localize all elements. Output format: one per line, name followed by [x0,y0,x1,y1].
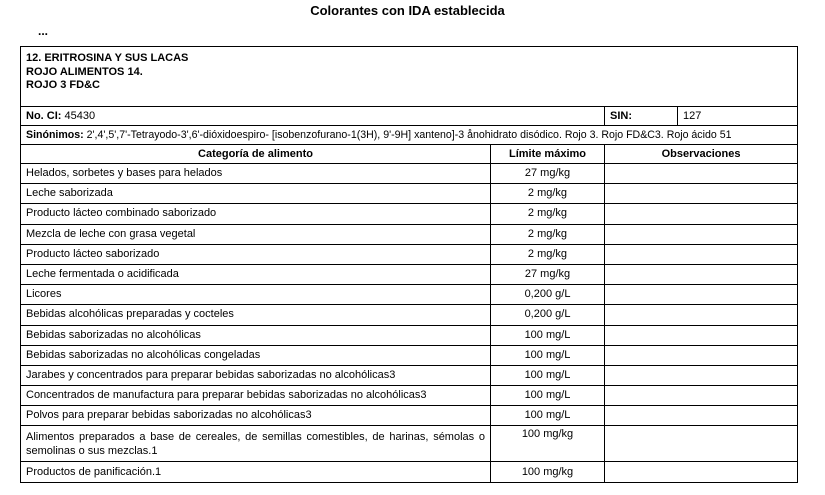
observations-cell [605,325,798,345]
observations-cell [605,426,798,462]
table-row [21,244,798,264]
food-category-cell: Licores [21,285,491,305]
max-limit-cell: 100 mg/L [491,406,605,426]
max-limit-cell: 2 mg/kg [491,204,605,224]
observations-cell [605,164,798,184]
table-row [21,184,798,204]
food-category-cell: Productos de panificación.1 [21,462,491,482]
max-limit-cell: 27 mg/kg [491,164,605,184]
food-category-cell: Bebidas saborizadas no alcohólicas congeladas [21,345,491,365]
table-row [21,305,798,325]
observations-cell [605,386,798,406]
observations-cell [605,462,798,482]
additive-name-row [21,47,798,107]
max-limit-cell: 100 mg/L [491,365,605,385]
additive-name-line: ROJO 3 FD&C [26,79,100,91]
ci-value: 45430 [64,109,96,122]
max-limit-cell: 2 mg/kg [491,224,605,244]
observations-cell [605,365,798,385]
observations-cell [605,406,798,426]
table-row [21,264,798,284]
max-limit-cell: 27 mg/kg [491,264,605,284]
food-category-cell: Bebidas saborizadas no alcohólicas [21,325,491,345]
max-limit-cell: 2 mg/kg [491,244,605,264]
observations-cell [605,184,798,204]
table-row [21,204,798,224]
observations-cell [605,244,798,264]
food-category-cell: Polvos para preparar bebidas saborizadas no alcohólicas3 [21,406,491,426]
table-row [21,365,798,385]
column-header-row [21,145,798,164]
observations-cell [605,264,798,284]
max-limit-cell: 0,200 g/L [491,285,605,305]
table-row [21,164,798,184]
observations-cell [605,285,798,305]
table-row [21,224,798,244]
table-row [21,285,798,305]
observations-cell [605,305,798,325]
max-limit-cell: 100 mg/kg [491,462,605,482]
ellipsis-marker: ... [38,24,49,38]
ci-cell [21,107,605,126]
document-title: Colorantes con IDA establecida [310,3,505,18]
column-header-observations: Observaciones [605,145,798,164]
additive-name-line: 12. ERITROSINA Y SUS LACAS [26,52,189,64]
additive-name-line: ROJO ALIMENTOS 14. [26,65,143,78]
column-header-limit: Límite máximo [491,145,605,164]
table-row [21,426,798,462]
synonyms-row [21,126,798,145]
sin-value: 127 [678,107,798,126]
additive-name-cell [21,47,798,107]
max-limit-cell: 0,200 g/L [491,305,605,325]
observations-cell [605,345,798,365]
food-category-cell: Leche saborizada [21,184,491,204]
column-header-category: Categoría de alimento [21,145,491,164]
max-limit-cell: 100 mg/kg [491,426,605,462]
ci-row [21,107,798,126]
food-category-cell: Jarabes y concentrados para preparar bebidas saborizadas no alcohólicas3 [21,365,491,385]
food-category-cell: Bebidas alcohólicas preparadas y cocteles [21,305,491,325]
table-row [21,325,798,345]
food-category-cell: Concentrados de manufactura para preparar bebidas saborizadas no alcohólicas3 [21,386,491,406]
synonyms-value: 2',4',5',7'-Tetrayodo-3',6'-dióxidoespiro- [isobenzofurano-1(3H), 9'-9H] xanteno]-3 ånohidrato disódico. Rojo 3. Rojo FD&C3. Rojo ácido 51 [86,128,732,141]
max-limit-cell: 2 mg/kg [491,184,605,204]
max-limit-cell: 100 mg/L [491,325,605,345]
food-category-cell: Alimentos preparados a base de cereales, de semillas comestibles, de harinas, sémolas o semolinas o sus mezclas.1 [21,426,491,462]
food-category-cell: Producto lácteo saborizado [21,244,491,264]
additive-table [20,46,798,483]
food-category-cell: Producto lácteo combinado saborizado [21,204,491,224]
synonyms-cell [21,126,798,145]
food-category-cell: Mezcla de leche con grasa vegetal [21,224,491,244]
ci-label: No. CI: [26,109,62,122]
max-limit-cell: 100 mg/L [491,386,605,406]
food-category-cell: Helados, sorbetes y bases para helados [21,164,491,184]
table-row [21,406,798,426]
table-row [21,462,798,482]
observations-cell [605,224,798,244]
observations-cell [605,204,798,224]
table-row [21,345,798,365]
table-row [21,386,798,406]
food-category-cell: Leche fermentada o acidificada [21,264,491,284]
synonyms-label: Sinónimos: [26,128,84,141]
sin-label: SIN: [605,107,678,126]
max-limit-cell: 100 mg/L [491,345,605,365]
